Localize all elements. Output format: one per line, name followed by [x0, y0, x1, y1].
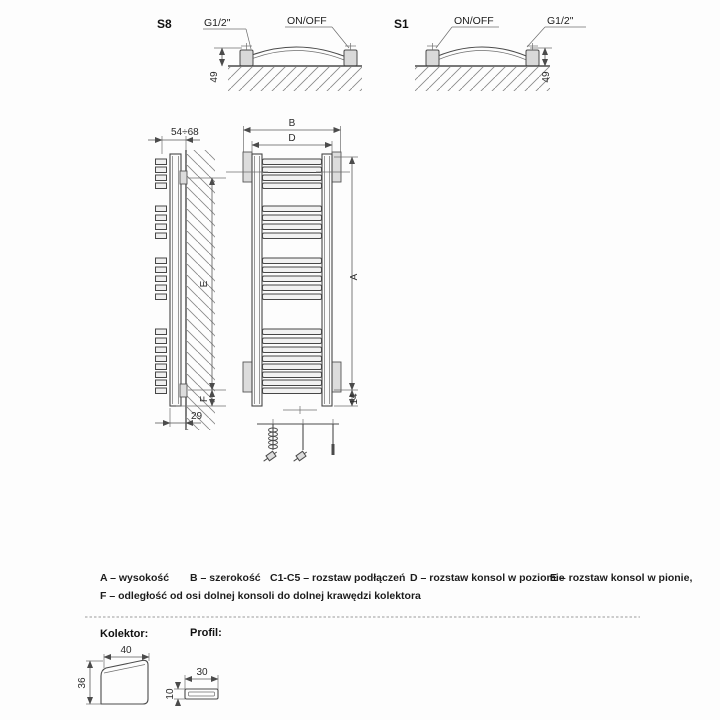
- bracket-horizontal-spacing-dim: D: [288, 133, 296, 144]
- s8-height-dim: 49: [209, 71, 220, 83]
- s1-right-valve: [526, 50, 539, 66]
- kolektor-width-dim: 40: [120, 645, 132, 656]
- side-view: [148, 127, 226, 430]
- legend-item-b: B – szerokość: [190, 572, 261, 584]
- side-top-bracket: [180, 171, 187, 184]
- front-view: [226, 118, 360, 414]
- legend-item-f: F – odległość od osi dolnej konsoli do dolnej krawędzi kolektora: [100, 590, 421, 602]
- front-bottom-left-bracket: [243, 362, 252, 392]
- kolektor-profile-shape: [101, 660, 148, 704]
- side-wall-hatch: [186, 150, 215, 430]
- detail-s8: [157, 15, 362, 91]
- s8-curved-tube: [242, 47, 351, 59]
- front-top-right-bracket: [332, 152, 341, 182]
- legend-item-e: E – rozstaw konsol w pionie,: [550, 572, 693, 584]
- front-top-left-bracket: [243, 152, 252, 182]
- profil-section: [165, 627, 222, 704]
- detail-s1-onoff-label: ON/OFF: [454, 15, 494, 27]
- legend-item-c: C1-C5 – rozstaw podłączeń: [270, 572, 406, 584]
- bottom-margin-dim: 14: [349, 393, 360, 405]
- profil-shape: [185, 689, 218, 699]
- profil-height-dim: 10: [165, 688, 176, 700]
- s8-left-valve: [240, 50, 253, 66]
- bracket-vertical-spacing-dim: E: [199, 280, 210, 288]
- connection-left-valve: [262, 450, 279, 464]
- detail-s8-onoff-label: ON/OFF: [287, 15, 327, 27]
- profil-width-dim: 30: [196, 667, 208, 678]
- detail-s8-title: S8: [157, 17, 172, 31]
- s1-curved-tube: [431, 47, 533, 59]
- profil-heading: Profil:: [190, 627, 222, 639]
- s1-left-valve: [426, 50, 439, 66]
- kolektor-heading: Kolektor:: [100, 628, 149, 640]
- front-right-collector: [322, 154, 332, 406]
- front-bottom-right-bracket: [332, 362, 341, 392]
- kolektor-height-dim: 36: [77, 677, 88, 689]
- detail-s1-title: S1: [394, 17, 409, 31]
- s8-right-valve: [344, 50, 357, 66]
- width-dim: B: [288, 118, 296, 129]
- side-collector: [170, 154, 181, 406]
- legend-item-d: D – rozstaw konsol w poziomie: [410, 572, 565, 584]
- legend-item-a: A – wysokość: [100, 572, 170, 584]
- detail-s1-right-connection-label: G1/2": [547, 15, 574, 27]
- bottom-offset-dim: F: [199, 395, 210, 403]
- side-tube-ends: [156, 159, 167, 394]
- front-left-collector: [252, 154, 262, 406]
- depth-dim: 29: [191, 411, 203, 422]
- front-tubes: [263, 159, 322, 394]
- s8-wall-hatch: [228, 67, 362, 91]
- s1-height-dim: 49: [541, 71, 552, 83]
- detail-s1: [394, 15, 586, 91]
- height-dim: A: [349, 273, 360, 281]
- side-bottom-bracket: [180, 384, 187, 397]
- wall-distance-dim: 54÷68: [171, 127, 199, 138]
- connection-variants: [257, 419, 339, 464]
- s1-wall-hatch: [415, 67, 550, 91]
- legend: [100, 572, 692, 602]
- connection-middle-valve: [292, 450, 309, 464]
- detail-s8-left-connection-label: G1/2": [204, 17, 231, 29]
- kolektor-section: [77, 628, 149, 704]
